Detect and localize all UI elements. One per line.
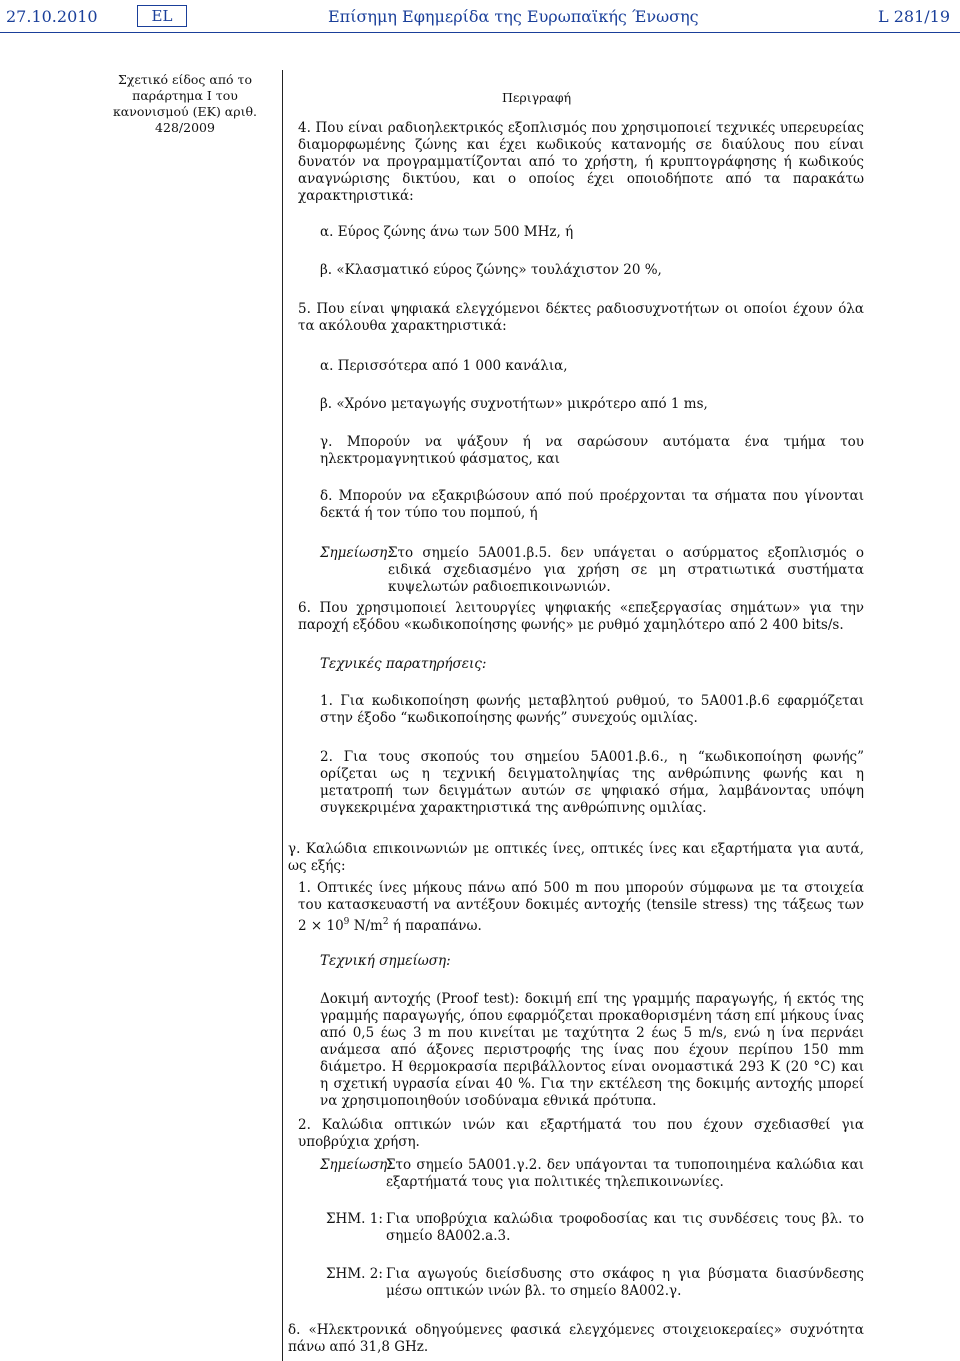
journal-title: Επίσημη Εφημερίδα της Ευρωπαϊκής Ένωσης	[328, 7, 699, 26]
language-badge: EL	[137, 5, 187, 27]
item-5c: γ. Μπορούν να ψάξουν ή να σαρώσουν αυτόματα ένα τμήμα του ηλεκτρομαγνητικού φάσματος, και	[320, 434, 864, 467]
item-4: 4. Που είναι ραδιοηλεκτρικός εξοπλισμός που χρησιμοποιεί τεχνικές υπερευρείας διαμορφωμένης ζώνης και έχει κωδικούς κατανομής σε διαύλους που είναι δυνατόν να προγραμματίζονται από το χρήστη, ή κρυπτογράφησης ή κωδικούς αναγνώρισης δικτύου, και ο οποίος έχει οποιοδήποτε από τα παρακάτω χαρακτηριστικά:	[298, 120, 864, 204]
item-c1-text-a: 1. Οπτικές ίνες μήκους πάνω από 500 m που μπορούν σύμφωνα με τα στοιχεία του κατασκευαστή να αντέξουν δοκιμές αντοχής (tensile stress) της τάξεως των 2 × 10	[298, 880, 864, 934]
page-number: L 281/19	[878, 7, 950, 26]
shm-2-label: ΣΗΜ. 2:	[326, 1266, 383, 1282]
item-5b: β. «Χρόνο μεταγωγής συχνοτήτων» μικρότερο από 1 ms,	[320, 396, 708, 412]
item-c1	[298, 880, 864, 935]
proof-test-definition: Δοκιμή αντοχής (Proof test): δοκιμή επί της γραμμής παραγωγής, ή εκτός της γραμμής παραγωγής, όπου εφαρμόζεται προκαθορισμένη τάση επί μήκους ίνας από 0,5 έως 3 m που κινείται με ταχύτητα 2 έως 5 m/s, ενώ η ίνα περνάει ανάμεσα από άξονες περιστροφής της ίνας που έχουν περίπου 150 mm διάμετρο. Η θερμοκρασία περιβάλλοντος είναι ονομαστικά 293 K (20 °C) και η σχετική υγρασία είναι 40 %. Για την εκτέλεση της δοκιμής αντοχής μπορεί να χρησιμοποιηθούν ισοδύναμα εθνικά πρότυπα.	[320, 991, 864, 1109]
column-divider	[282, 70, 283, 1361]
item-5a: α. Περισσότερα από 1 000 κανάλια,	[320, 358, 568, 374]
item-c1-unit-exponent: 2	[382, 917, 389, 927]
tech-note-heading: Τεχνική σημείωση:	[320, 953, 451, 969]
item-c1-text-b: ή παραπάνω.	[388, 918, 482, 934]
header-rule	[0, 32, 960, 33]
item-c-heading: γ. Καλώδια επικοινωνιών με οπτικές ίνες, οπτικές ίνες και εξαρτήματα για αυτά, ως εξής:	[288, 841, 864, 874]
item-4b: β. «Κλασματικό εύρος ζώνης» τουλάχιστον 20 %,	[320, 262, 662, 278]
note-5-label-text: Σημείωση:	[320, 545, 392, 561]
item-5: 5. Που είναι ψηφιακά ελεγχόμενοι δέκτες ραδιοσυχνοτήτων οι οποίοι έχουν όλα τα ακόλουθα χαρακτηριστικά:	[298, 301, 864, 334]
note-c2-label-text: Σημείωση:	[320, 1157, 392, 1173]
shm-2-text: Για αγωγούς διείσδυσης στο σκάφος η για βύσματα διασύνδεσης μέσω οπτικών ινών βλ. το σημείο 8A002.γ.	[386, 1266, 864, 1299]
shm-1-label: ΣΗΜ. 1:	[326, 1211, 383, 1227]
item-c1-exponent: 9	[343, 917, 350, 927]
item-c1-unit: N/m	[349, 918, 383, 934]
item-6: 6. Που χρησιμοποιεί λειτουργίες ψηφιακής «επεξεργασίας σημάτων» για την παροχή εξόδου «κωδικοποίησης φωνής» με ρυθμό χαμηλότερο από 2 400 bits/s.	[298, 600, 864, 633]
item-c2: 2. Καλώδια οπτικών ινών και εξαρτήματά του που έχουν σχεδιασθεί για υποβρύχια χρήση.	[298, 1117, 864, 1150]
tech-notes-heading: Τεχνικές παρατηρήσεις:	[320, 656, 487, 672]
note-5-text: Στο σημείο 5A001.β.5. δεν υπάγεται ο ασύρματος εξοπλισμός ο ειδικά σχεδιασμένο για χρήση σε μη στρατιωτικά συστήματα κυψελωτών ραδιοεπικοινωνιών.	[388, 545, 864, 595]
item-4a: α. Εύρος ζώνης άνω των 500 MHz, ή	[320, 224, 574, 240]
tech-note-1: 1. Για κωδικοποίηση φωνής μεταβλητού ρυθμού, το 5A001.β.6 εφαρμόζεται στην έξοδο “κωδικοποίησης φωνής” συνεχούς ομιλίας.	[320, 693, 864, 726]
left-column-heading: Σχετικό είδος από το παράρτημα I του κανονισμού (ΕΚ) αριθ. 428/2009	[112, 72, 257, 135]
note-c2-text: Στο σημείο 5A001.γ.2. δεν υπάγονται τα τυποποιημένα καλώδια και εξαρτήματά τους για πολιτικές τηλεπικοινωνίες.	[386, 1157, 864, 1190]
publication-date: 27.10.2010	[6, 7, 98, 26]
tech-note-2: 2. Για τους σκοπούς του σημείου 5A001.β.6., η “κωδικοποίηση φωνής” ορίζεται ως η τεχνική δειγματοληψίας της ανθρώπινης φωνής και η μετατροπή των δειγμάτων αυτών σε ψηφιακό σήμα, λαμβάνοντας υπόψη συγκεκριμένα χαρακτηριστικά της ανθρώπινης ομιλίας.	[320, 749, 864, 816]
item-5d: δ. Μπορούν να εξακριβώσουν από πού προέρχονται τα σήματα που γίνονται δεκτά ή τον τύπο του πομπού, ή	[320, 488, 864, 521]
page-header	[0, 7, 960, 33]
right-column-heading: Περιγραφή	[502, 90, 572, 105]
item-d: δ. «Ηλεκτρονικά οδηγούμενες φασικά ελεγχόμενες στοιχειοκεραίες» συχνότητα πάνω από 31,8 GHz.	[288, 1322, 864, 1355]
shm-1-text: Για υποβρύχια καλώδια τροφοδοσίας και τις συνδέσεις τους βλ. το σημείο 8A002.a.3.	[386, 1211, 864, 1244]
